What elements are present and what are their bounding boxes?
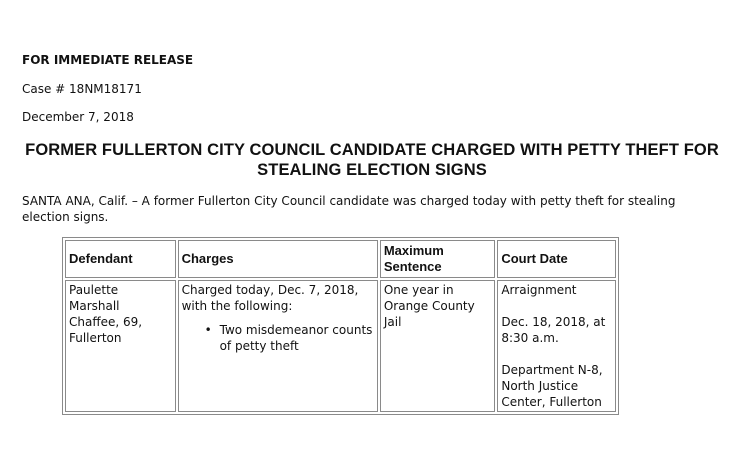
charge-list — [182, 322, 374, 354]
lede-paragraph: SANTA ANA, Calif. – A former Fullerton City Council candidate was charged today with petty theft for stealing election signs. — [22, 194, 676, 224]
release-label: FOR IMMEDIATE RELEASE — [22, 53, 194, 67]
court-location: Department N-8, North Justice Center, Fullerton — [501, 363, 603, 409]
table-header-row — [65, 240, 616, 278]
release-date: December 7, 2018 — [22, 110, 134, 124]
cell-max-sentence: One year in Orange County Jail — [380, 280, 496, 412]
case-number: Case # 18NM18171 — [22, 82, 142, 96]
charge-item-text: Two misdemeanor counts of petty theft — [219, 323, 373, 353]
court-event: Arraignment — [501, 283, 577, 297]
charge-item — [204, 322, 374, 354]
court-datetime: Dec. 18, 2018, at 8:30 a.m. — [501, 315, 606, 345]
header-charges: Charges — [178, 240, 378, 278]
bullet-icon: • — [204, 323, 212, 337]
charges-table — [62, 237, 619, 415]
cell-charges — [178, 280, 378, 412]
header-court-date: Court Date — [497, 240, 616, 278]
header-defendant: Defendant — [65, 240, 176, 278]
cell-court-date — [497, 280, 616, 412]
headline: FORMER FULLERTON CITY COUNCIL CANDIDATE CHARGED WITH PETTY THEFT FOR STEALING ELECTION SIGNS — [25, 141, 719, 179]
charges-intro: Charged today, Dec. 7, 2018, with the following: — [181, 283, 359, 313]
header-max-sentence: Maximum Sentence — [380, 240, 496, 278]
cell-defendant: Paulette Marshall Chaffee, 69, Fullerton — [65, 280, 176, 412]
table-row — [65, 280, 616, 412]
